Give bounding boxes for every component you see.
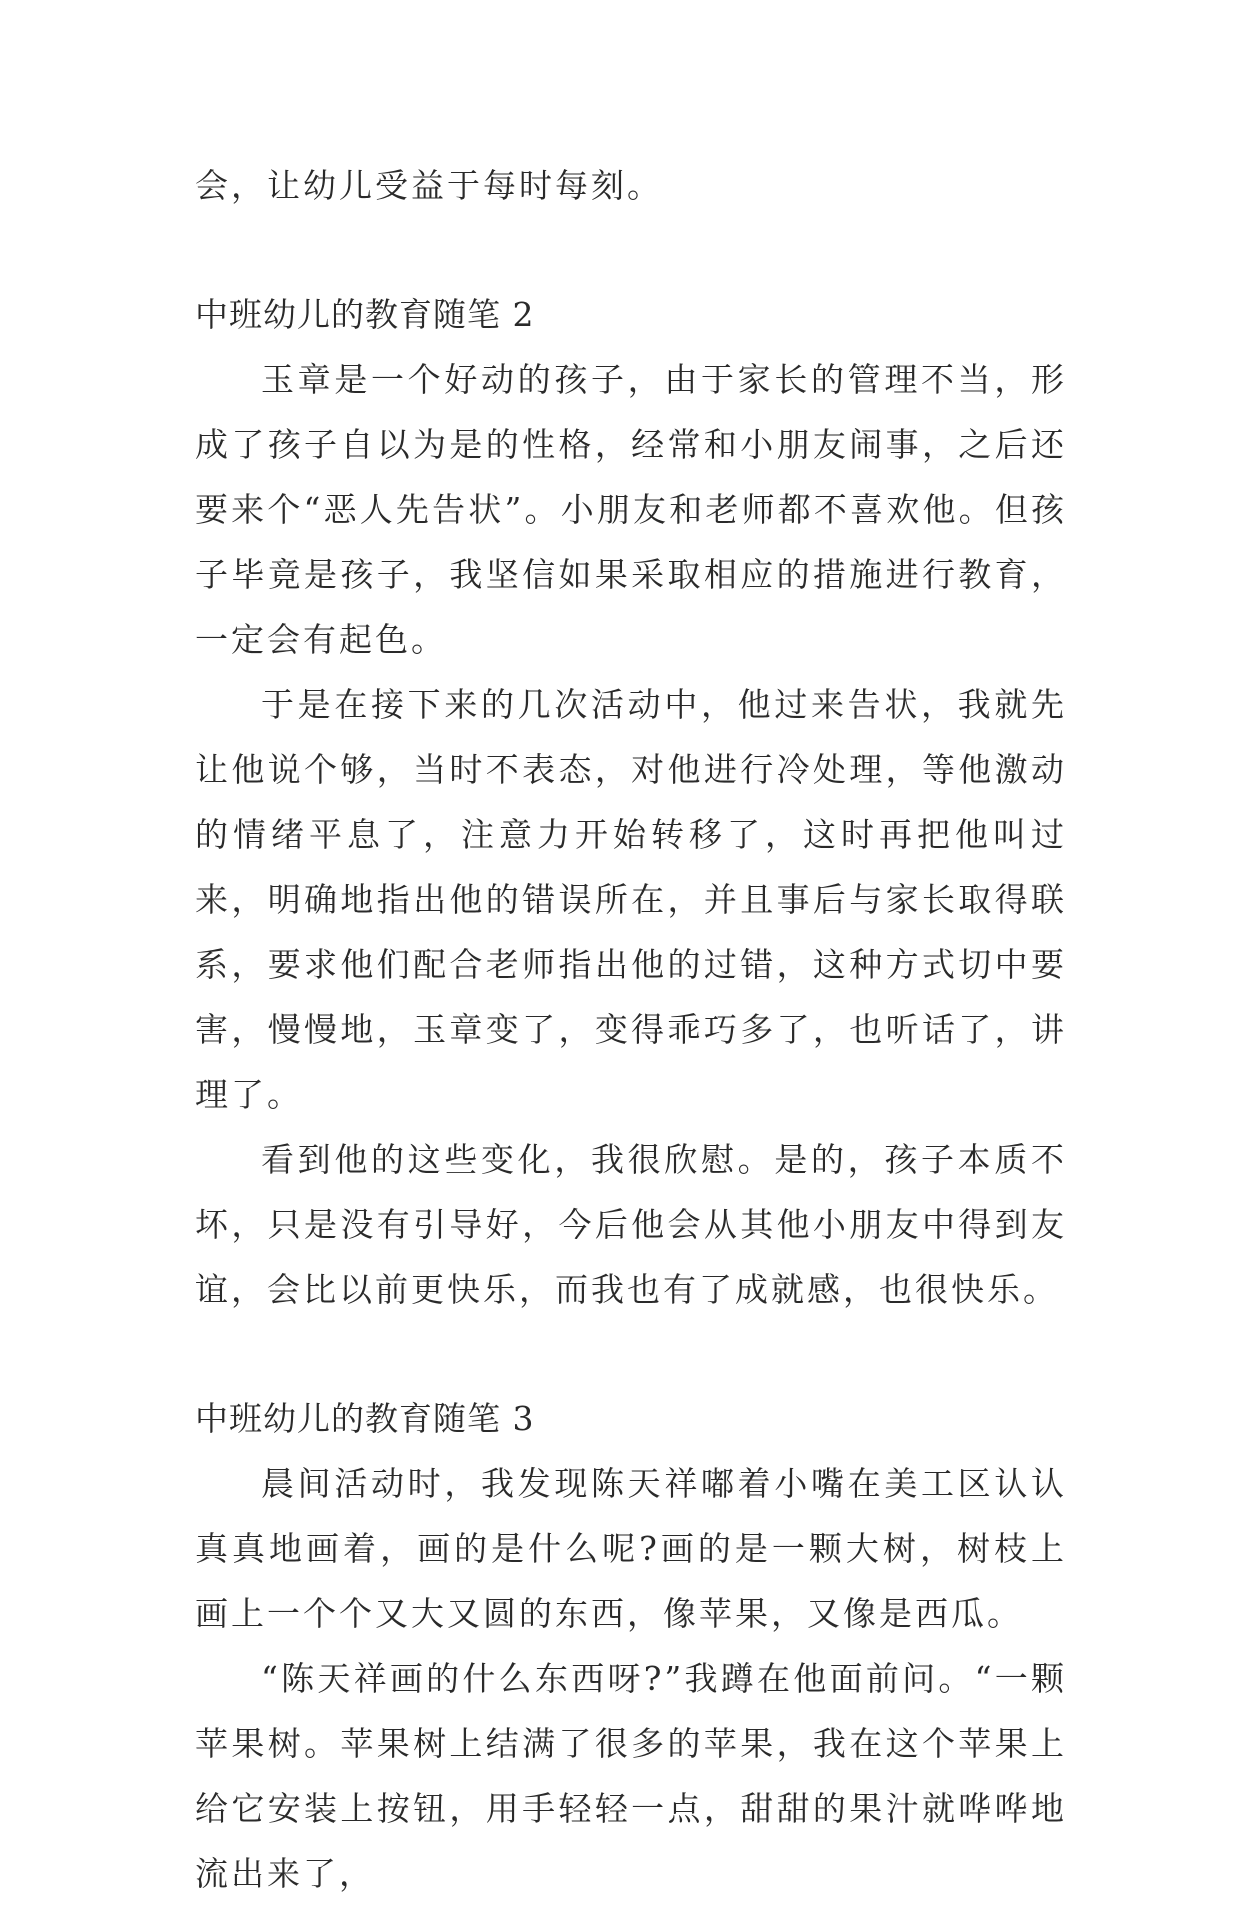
section-3-heading: 中班幼儿的教育随笔 3: [195, 1399, 535, 1438]
section-spacer: [195, 218, 1067, 282]
intro-tail-text: 会，让幼儿受益于每时每刻。: [195, 166, 663, 205]
section-2-heading: 中班幼儿的教育随笔 2: [195, 295, 535, 334]
document-body: [195, 153, 1067, 1906]
section-3-paragraph-2: “陈天祥画的什么东西呀?”我蹲在他面前问。“一颗苹果树。苹果树上结满了很多的苹果，我在这个苹果上给它安装上按钮，用手轻轻一点，甜甜的果汁就哗哗地流出来了，: [195, 1659, 1067, 1893]
section-spacer: [195, 1322, 1067, 1386]
section-2-paragraph-3: 看到他的这些变化，我很欣慰。是的，孩子本质不坏，只是没有引导好，今后他会从其他小朋友中得到友谊，会比以前更快乐，而我也有了成就感，也很快乐。: [195, 1140, 1067, 1309]
section-2-paragraph-2: 于是在接下来的几次活动中，他过来告状，我就先让他说个够，当时不表态，对他进行冷处理，等他激动的情绪平息了，注意力开始转移了，这时再把他叫过来，明确地指出他的错误所在，并且事后与家长取得联系，要求他们配合老师指出他的过错，这种方式切中要害，慢慢地，玉章变了，变得乖巧多了，也听话了，讲理了。: [195, 685, 1067, 1114]
section-2-paragraph-1: 玉章是一个好动的孩子，由于家长的管理不当，形成了孩子自以为是的性格，经常和小朋友闹事，之后还要来个“恶人先告状”。小朋友和老师都不喜欢他。但孩子毕竟是孩子，我坚信如果采取相应的措施进行教育，一定会有起色。: [195, 360, 1067, 659]
section-3-paragraph-1: 晨间活动时，我发现陈天祥嘟着小嘴在美工区认认真真地画着，画的是什么呢?画的是一颗大树，树枝上画上一个个又大又圆的东西，像苹果，又像是西瓜。: [195, 1464, 1067, 1633]
